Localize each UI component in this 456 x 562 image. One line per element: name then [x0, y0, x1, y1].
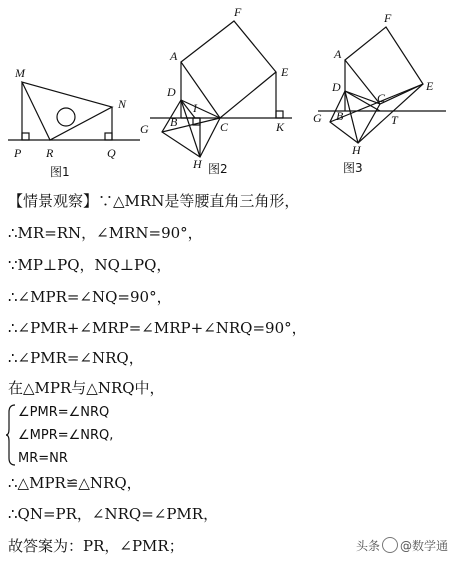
label-b: B — [170, 115, 178, 129]
proof-line-4: ∴∠MPR=∠NQ=90°， — [8, 288, 172, 306]
label-n: N — [118, 97, 127, 111]
geometry-figures — [0, 0, 456, 185]
caption-fig1: 图1 — [50, 165, 70, 179]
label-q: Q — [107, 146, 116, 160]
system-row-3: MR=NR — [18, 451, 68, 466]
label-p: P — [14, 146, 22, 160]
proof-line-9: ∴QN=PR，∠NRQ=∠PMR， — [8, 505, 219, 523]
system-row-2: ∠MPR=∠NRQ, — [18, 428, 114, 443]
label-f: F — [234, 5, 242, 19]
caption-fig2: 图2 — [208, 162, 228, 176]
label-e: E — [281, 65, 289, 79]
label-a3: A — [334, 47, 342, 61]
system-brace — [5, 404, 17, 466]
label-m: M — [15, 66, 25, 80]
proof-line-1: 【情景观察】∵△MRN是等腰直角三角形， — [8, 192, 300, 210]
label-h: H — [193, 157, 202, 171]
caption-fig3: 图3 — [343, 161, 363, 175]
label-t3: T — [391, 113, 398, 127]
label-d: D — [167, 85, 176, 99]
proof-line-7: 在△MPR与△NRQ中， — [8, 379, 165, 397]
label-c: C — [220, 120, 229, 134]
proof-line-8: ∴△MPR≌△NRQ， — [8, 474, 142, 492]
label-b3: B — [336, 109, 344, 123]
label-g3: G — [313, 111, 322, 125]
label-e3: E — [426, 79, 434, 93]
proof-line-3: ∵MP⊥PQ，NQ⊥PQ， — [8, 256, 172, 274]
label-r: R — [46, 146, 54, 160]
label-k: K — [276, 120, 285, 134]
logo-icon — [382, 537, 398, 553]
label-g: G — [140, 122, 149, 136]
label-f3: F — [384, 11, 392, 25]
watermark — [356, 537, 448, 554]
system-row-1: ∠PMR=∠NRQ — [18, 405, 110, 420]
label-a: A — [170, 49, 178, 63]
watermark-prefix: 头条 — [355, 539, 380, 553]
proof-line-2: ∴MR=RN，∠MRN=90°， — [8, 224, 203, 242]
label-d3: D — [332, 80, 341, 94]
watermark-name: @数学通 — [399, 539, 448, 553]
label-i: I — [193, 101, 197, 115]
label-h3: H — [352, 143, 361, 157]
proof-line-10: 故答案为：PR，∠PMR； — [8, 537, 184, 555]
figure-1 — [8, 82, 140, 140]
proof-line-6: ∴∠PMR=∠NRQ， — [8, 349, 144, 367]
proof-line-5: ∴∠PMR+∠MRP=∠MRP+∠NRQ=90°， — [8, 319, 307, 337]
label-c3: C — [377, 91, 386, 105]
